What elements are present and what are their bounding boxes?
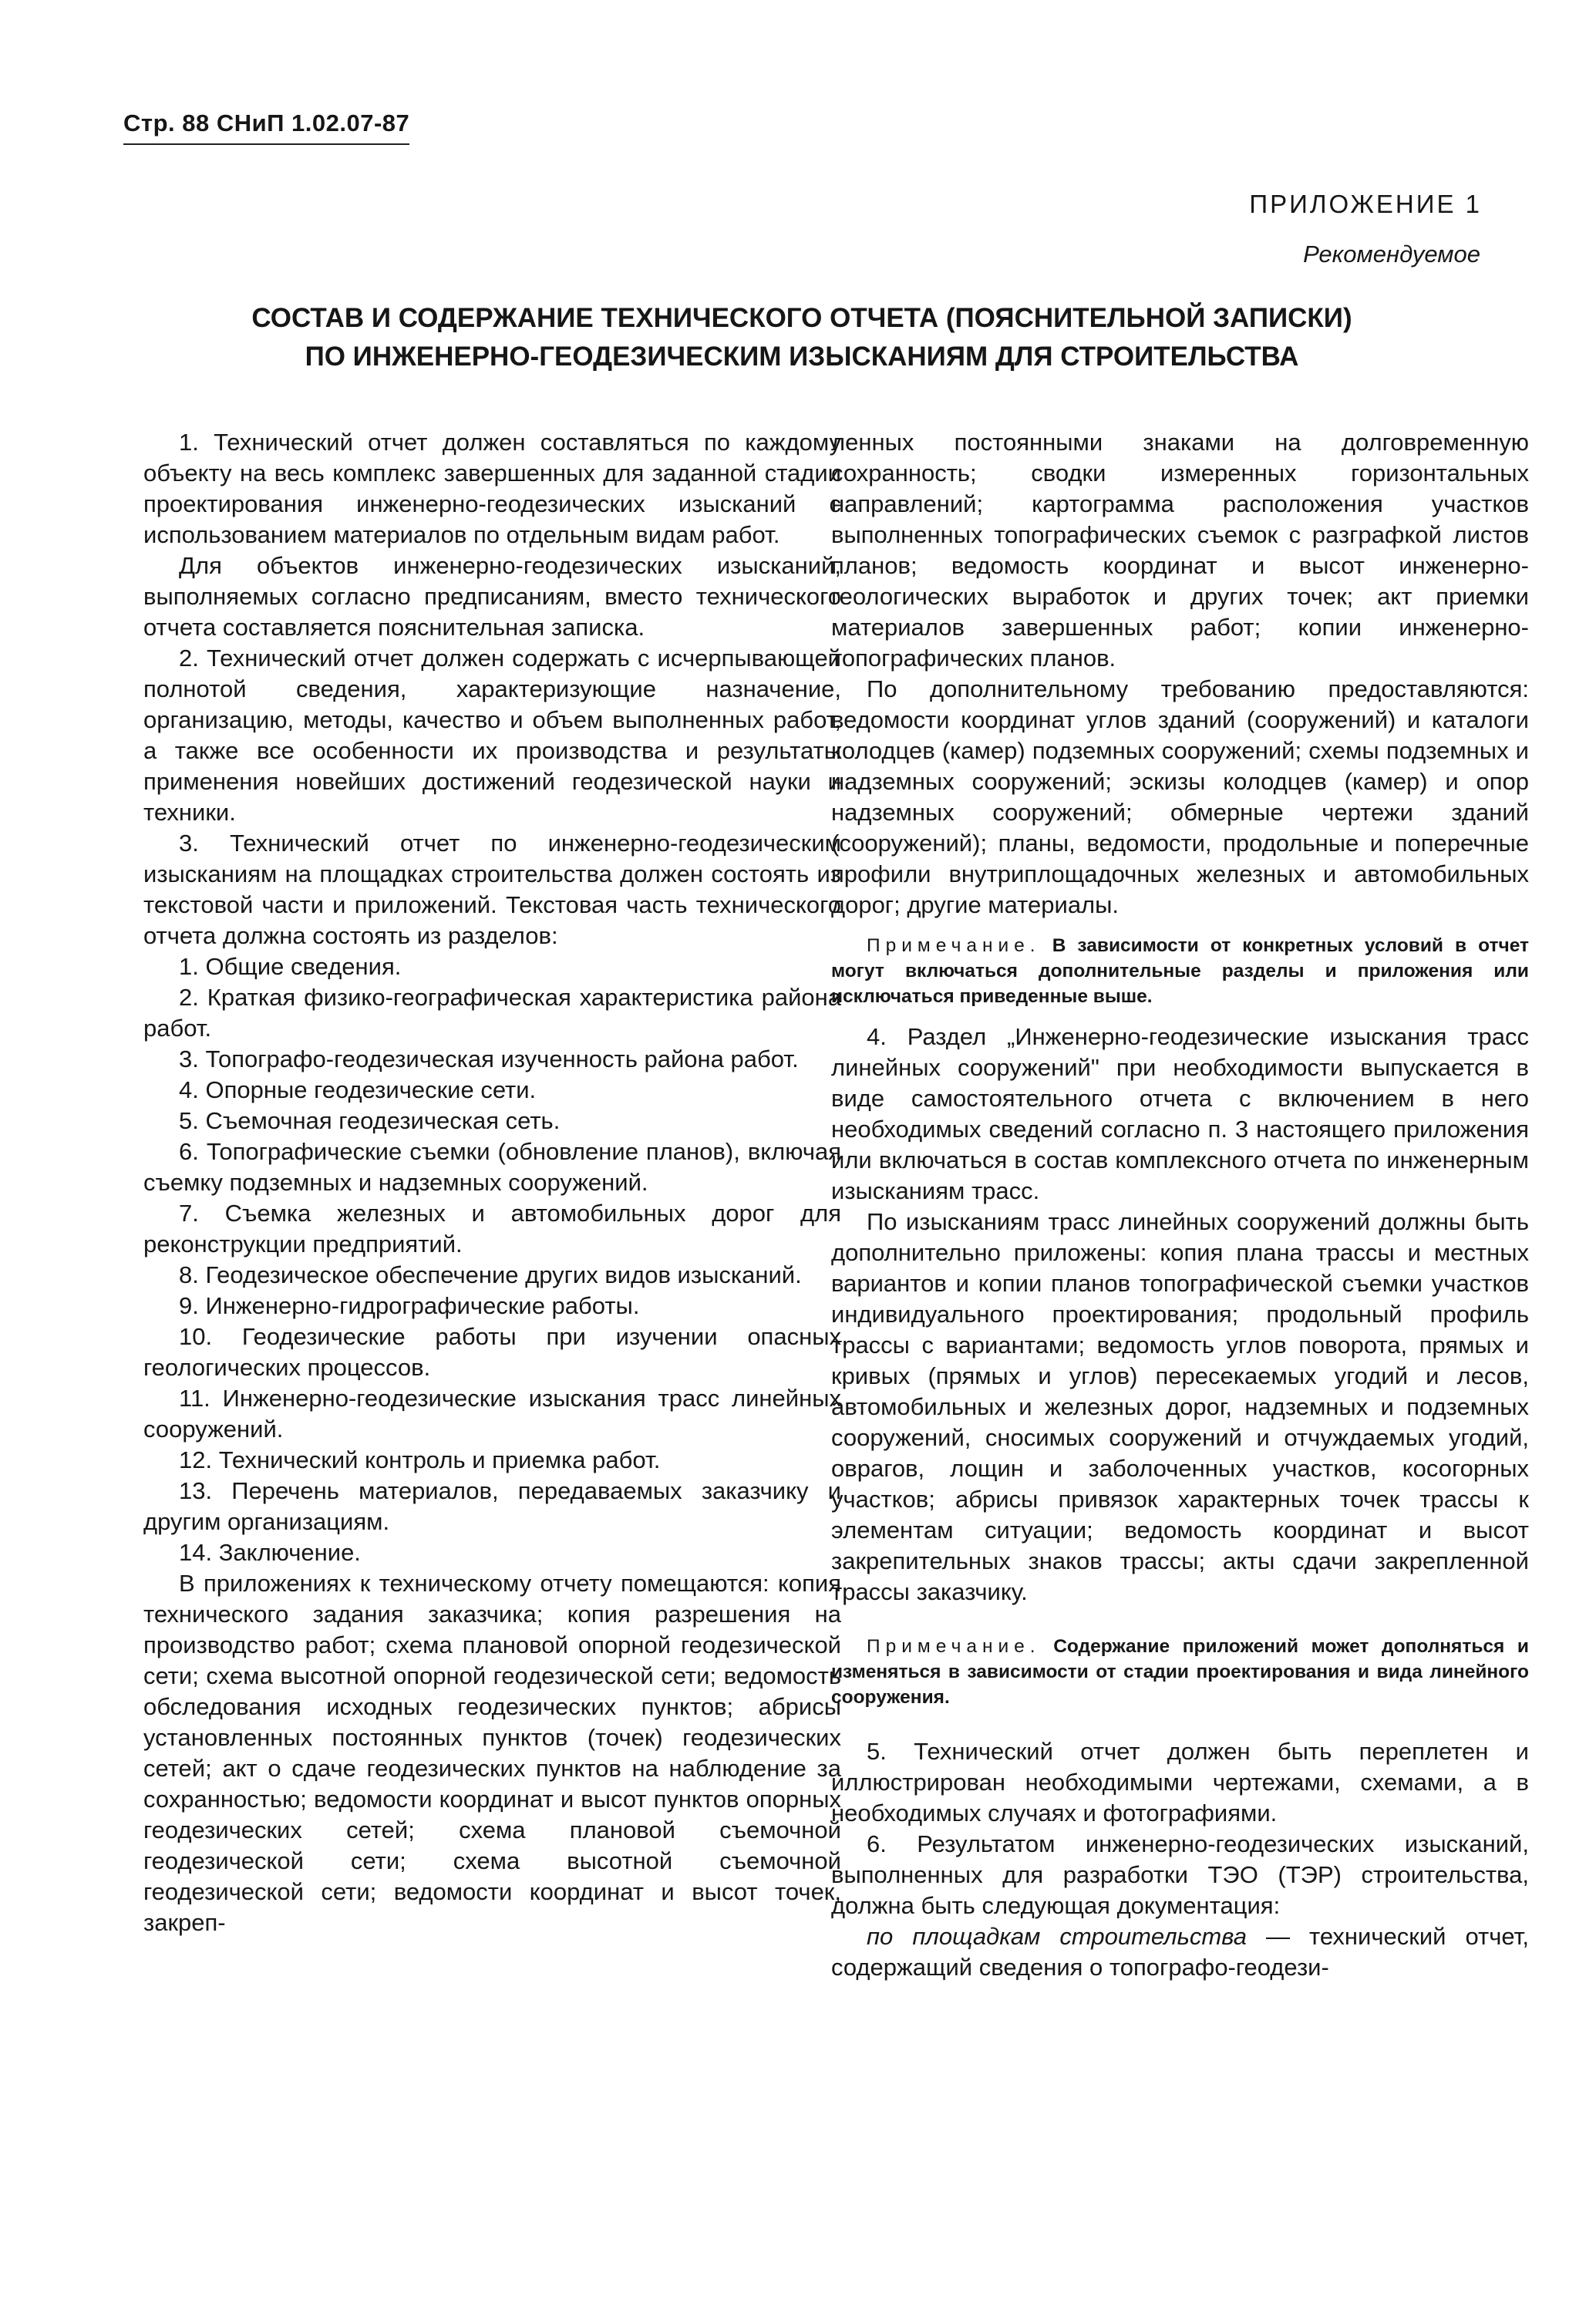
section-item: 1. Общие сведения.: [179, 953, 402, 980]
appendix-label: ПРИЛОЖЕНИЕ 1: [1249, 190, 1482, 218]
additional-materials-paragraph: По дополнительному требованию предоставляются: ведомости координат углов зданий (сооружений) и каталоги колодцев (камер) подземных сооружений; схемы подземных и надземных сооружений; эскизы колодцев (камер) и опор надземных сооружений; обмерные чертежи зданий (сооружений); планы, ведомости, продольные и поперечные профили внутриплощадочных железных и автомобильных дорог; другие материалы.: [831, 675, 1529, 918]
note-2-label: Примечание.: [867, 1636, 1041, 1657]
appendices-paragraph: В приложениях к техническому отчету помещаются: копия технического задания заказчика; копия разрешения на производство работ; схема плановой опорной геодезической сети; схема высотной опорной геодезической сети; ведомость обследования исходных геодезических пунктов; абрисы установленных постоянных пунктов (точек) геодезических сетей; акт о сдаче геодезических пунктов на наблюдение за сохранностью; ведомости координат и высот пунктов опорных геодезических сетей; схема плановой съемочной геодезической сети; схема высотной съемочной геодезической сети; ведомости координат и высот точек, закреп-: [143, 1570, 841, 1936]
recommended-label: Рекомендуемое: [1303, 241, 1480, 268]
note-1-label: Примечание.: [867, 935, 1041, 956]
paragraph-5: 5. Технический отчет должен быть переплетен и иллюстрирован необходимыми чертежами, схемами, а в необходимых случаях и фотографиями.: [831, 1738, 1529, 1826]
section-item: 3. Топографо-геодезическая изученность района работ.: [179, 1045, 799, 1072]
paragraph-1: 1. Технический отчет должен составляться по каждому объекту на весь комплекс завершенных для заданной стадии проектирования инженерно-геодезических изысканий с использованием материалов по отдельным видам работ.: [143, 429, 841, 548]
section-item: 14. Заключение.: [179, 1539, 361, 1566]
note-2: [831, 1634, 1529, 1710]
section-item: 8. Геодезическое обеспечение других видов изысканий.: [179, 1261, 802, 1288]
appendices-continued: ленных постоянными знаками на долговременную сохранность; сводки измеренных горизонтальных направлений; картограмма расположения участков выполненных топографических съемок с разграфкой листов планов; ведомость координат и высот инженерно-геологических выработок и других точек; акт приемки материалов завершенных работ; копии инженерно-топографических планов.: [831, 429, 1529, 672]
section-item: 11. Инженерно-геодезические изыскания трасс линейных сооружений.: [143, 1385, 841, 1443]
right-column: [831, 427, 1529, 1983]
note-1-text: В зависимости от конкретных условий в отчет могут включаться дополнительные разделы и приложения или исключаться приведенные выше.: [831, 935, 1530, 1007]
title-line-2: ПО ИНЖЕНЕРНО-ГЕОДЕЗИЧЕСКИМ ИЗЫСКАНИЯМ ДЛЯ СТРОИТЕЛЬСТВА: [305, 342, 1299, 372]
title-line-1: СОСТАВ И СОДЕРЖАНИЕ ТЕХНИЧЕСКОГО ОТЧЕТА (ПОЯСНИТЕЛЬНОЙ ЗАПИСКИ): [251, 303, 1352, 333]
route-appendices-paragraph: По изысканиям трасс линейных сооружений должны быть дополнительно приложены: копия плана трассы и местных вариантов и копии планов топографической съемки участков индивидуального проектирования; продольный профиль трассы с вариантами; ведомость углов поворота, прямых и кривых (прямых и углов) пересекаемых угодий и лесов, автомобильных и железных дорог, надземных и подземных сооружений, сносимых сооружений и отчуждаемых угодий, оврагов, лощин и заболоченных участков, косогорных участков; абрисы привязок характерных точек трассы к элементам ситуации; ведомость координат и высот закрепительных знаков трассы; акты сдачи закрепленной трассы заказчику.: [831, 1208, 1529, 1605]
section-item: 9. Инженерно-гидрографические работы.: [179, 1292, 640, 1319]
paragraph-1-cont: Для объектов инженерно-геодезических изысканий, выполняемых согласно предписаниям, вместо технического отчета составляется пояснительная записка.: [143, 552, 841, 641]
site-term-text: — технический отчет, содержащий сведения о топографо-геодези-: [831, 1923, 1529, 1981]
section-item: 5. Съемочная геодезическая сеть.: [179, 1107, 561, 1134]
section-item: 6. Топографические съемки (обновление планов), включая съемку подземных и надземных сооружений.: [143, 1138, 841, 1196]
note-2-text: Содержание приложений может дополняться и изменяться в зависимости от стадии проектирования и вида линейного сооружения.: [831, 1636, 1529, 1708]
section-item: 10. Геодезические работы при изучении опасных геологических процессов.: [143, 1323, 841, 1381]
section-item: 2. Краткая физико-географическая характеристика района работ.: [143, 984, 841, 1042]
paragraph-3: 3. Технический отчет по инженерно-геодезическим изысканиям на площадках строительства должен состоять из текстовой части и приложений. Текстовая часть технического отчета должна состоять из разделов:: [143, 830, 841, 949]
running-head: Стр. 88 СНиП 1.02.07-87: [123, 109, 409, 145]
section-item: 13. Перечень материалов, передаваемых заказчику и другим организациям.: [143, 1477, 841, 1535]
section-item: 4. Опорные геодезические сети.: [179, 1076, 537, 1103]
left-column: [143, 427, 841, 1938]
paragraph-2: 2. Технический отчет должен содержать с исчерпывающей полнотой сведения, характеризующие назначение, организацию, методы, качество и объем выполненных работ, а также все особенности их производства и результаты применения новейших достижений геодезической науки и техники.: [143, 645, 841, 826]
paragraph-4: 4. Раздел „Инженерно-геодезические изыскания трасс линейных сооружений" при необходимости выпускается в виде самостоятельного отчета с включением в него необходимых сведений согласно п. 3 настоящего приложения или включаться в состав комплексного отчета по инженерным изысканиям трасс.: [831, 1023, 1529, 1204]
section-item: 7. Съемка железных и автомобильных дорог для реконструкции предприятий.: [143, 1200, 841, 1258]
paragraph-6: 6. Результатом инженерно-геодезических изысканий, выполненных для разработки ТЭО (ТЭР) строительства, должна быть следующая документация:: [831, 1830, 1529, 1919]
paragraph-6-item: [831, 1921, 1529, 1983]
section-item: 12. Технический контроль и приемка работ.: [179, 1446, 661, 1473]
site-term: по площадкам строительства: [867, 1923, 1247, 1950]
note-1: [831, 933, 1529, 1009]
document-title: [139, 299, 1465, 376]
